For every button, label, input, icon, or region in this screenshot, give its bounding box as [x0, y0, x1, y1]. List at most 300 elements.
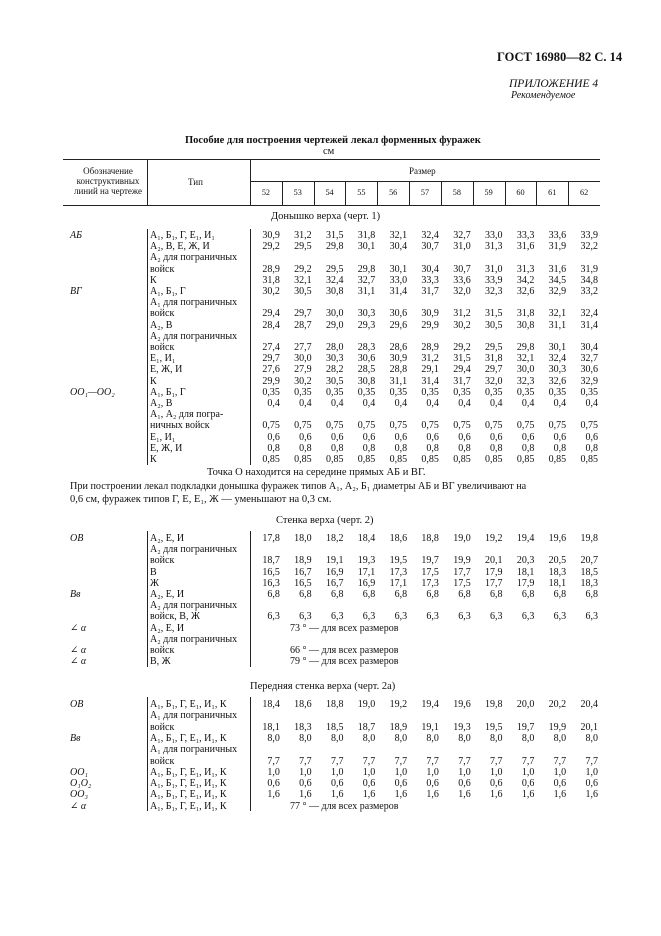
value-cell: 17,8	[262, 533, 280, 544]
value-cell: 29,9	[262, 375, 280, 387]
value-cell: 0,4	[458, 398, 471, 409]
size-column-label: 52	[261, 188, 270, 197]
table-row	[0, 454, 661, 465]
value-cell: 31,8	[485, 353, 503, 365]
type-cell: А₁, А₂ для погра-	[150, 409, 224, 421]
value-cell: 0,6	[394, 778, 408, 790]
value-cell: 0,35	[548, 386, 567, 398]
type-cell: К	[150, 454, 157, 465]
value-cell: 0,75	[389, 420, 408, 432]
value-cell: 19,2	[485, 533, 503, 544]
value-cell: 32,4	[580, 308, 598, 320]
table-row	[0, 241, 661, 252]
size-column-label: 53	[293, 188, 302, 197]
value-cell: 18,5	[580, 566, 598, 578]
value-cell: 6,3	[458, 611, 471, 623]
value-cell: 7,7	[267, 755, 280, 767]
table-row	[0, 342, 661, 353]
table-header-bottom-rule	[63, 205, 600, 206]
designation-cell: ОО₁—ОО₂	[70, 386, 115, 398]
value-cell: 0,4	[585, 398, 598, 409]
value-cell: 0,6	[490, 431, 503, 443]
size-column-label: 58	[452, 188, 461, 197]
value-cell: 1,6	[490, 789, 503, 801]
value-cell: 1,6	[362, 789, 376, 801]
size-column-label: 55	[357, 188, 366, 197]
table-row	[0, 699, 661, 710]
value-cell: 20,4	[580, 699, 598, 710]
value-cell: 7,7	[490, 755, 503, 767]
value-cell: 19,7	[421, 555, 439, 567]
value-cell: 6,8	[362, 589, 376, 600]
value-cell: 0,6	[362, 431, 376, 443]
value-cell: 6,3	[490, 611, 503, 623]
type-cell: А₂, В	[150, 319, 173, 331]
value-cell: 29,7	[262, 353, 280, 365]
value-cell: 8,0	[362, 732, 376, 744]
value-cell: 31,1	[548, 319, 567, 331]
value-cell: 8,0	[267, 732, 280, 744]
value-cell: 0,4	[521, 398, 535, 409]
type-cell: А₁, Б₁, Г	[150, 286, 186, 297]
value-cell: 32,1	[389, 230, 408, 241]
value-cell: 32,0	[485, 375, 503, 387]
value-cell: 31,3	[516, 263, 535, 275]
value-cell: 6,8	[458, 589, 471, 600]
value-cell: 18,7	[262, 555, 280, 567]
value-cell: 30,6	[580, 364, 598, 376]
table-row	[0, 297, 661, 308]
value-cell: 0,6	[553, 778, 567, 790]
value-cell: 30,5	[485, 319, 503, 331]
type-cell: А₂, Е, И	[150, 622, 185, 634]
value-cell: 18,4	[262, 699, 280, 710]
type-cell: А₁, Б₁, Г, Е₁, И₁, К	[150, 766, 227, 778]
type-cell: войск	[150, 342, 175, 353]
value-cell: 34,5	[548, 274, 567, 286]
value-cell: 6,8	[330, 589, 344, 600]
value-cell: 32,4	[325, 274, 344, 286]
value-cell: 6,3	[585, 611, 598, 623]
table-row	[0, 252, 661, 263]
value-cell: 7,7	[585, 755, 598, 767]
table-row	[0, 645, 661, 656]
value-cell: 0,85	[325, 454, 344, 465]
value-cell: 32,3	[516, 375, 535, 387]
value-cell: 18,3	[580, 577, 598, 589]
type-cell: войск	[150, 263, 175, 275]
value-cell: 31,7	[453, 375, 471, 387]
value-cell: 19,3	[357, 555, 376, 567]
section-title: Донышко верха (черт. 1)	[271, 211, 381, 222]
value-cell: 28,4	[262, 319, 280, 331]
value-cell: 19,0	[453, 533, 471, 544]
value-cell: 29,7	[485, 364, 503, 376]
value-cell: 30,6	[357, 353, 376, 365]
value-cell: 31,2	[421, 353, 439, 365]
value-cell: 30,5	[294, 286, 312, 297]
table-row	[0, 275, 661, 286]
value-cell: 1,6	[585, 789, 598, 801]
value-cell: 0,85	[262, 454, 280, 465]
table-row	[0, 308, 661, 319]
value-cell: 30,9	[389, 353, 408, 365]
value-cell: 0,35	[294, 386, 312, 398]
value-cell: 19,1	[421, 721, 439, 733]
value-cell: 1,0	[585, 766, 598, 778]
value-cell: 19,9	[548, 721, 567, 733]
value-cell: 19,2	[389, 699, 408, 710]
value-cell: 20,1	[485, 555, 503, 567]
value-cell: 0,85	[485, 454, 503, 465]
value-cell: 6,3	[362, 611, 376, 623]
value-cell: 28,9	[262, 263, 280, 275]
document-header: ГОСТ 16980—82 С. 14	[497, 50, 623, 64]
all-sizes-cell: 77 ° — для всех размеров	[290, 800, 399, 812]
type-cell: А₁, Б₁, Г, Е₁, И₁, К	[150, 789, 227, 801]
value-cell: 29,2	[453, 342, 471, 353]
value-cell: 0,35	[516, 386, 535, 398]
type-cell: войск	[150, 645, 175, 656]
value-cell: 0,6	[553, 431, 567, 443]
value-cell: 7,7	[362, 755, 376, 767]
value-cell: 6,3	[267, 611, 280, 623]
type-cell: В, Ж	[150, 656, 171, 668]
value-cell: 31,6	[516, 241, 535, 253]
value-cell: 0,8	[585, 442, 598, 454]
type-cell: войск, В, Ж	[150, 611, 200, 623]
type-cell: А₂, Е, И	[150, 533, 185, 544]
value-cell: 31,8	[357, 230, 376, 241]
size-column-label: 57	[420, 188, 430, 197]
value-cell: 7,7	[553, 755, 567, 767]
value-cell: 6,3	[330, 611, 344, 623]
type-cell: А₁, Б₁, Г, Е₁, И₁, К	[150, 800, 227, 812]
value-cell: 29,3	[357, 319, 376, 331]
value-cell: 29,4	[262, 308, 280, 320]
type-cell: А₂ для пограничных	[150, 633, 238, 645]
value-cell: 17,3	[421, 577, 439, 589]
value-cell: 19,6	[453, 699, 471, 710]
value-cell: 18,9	[389, 721, 408, 733]
value-cell: 1,6	[330, 789, 344, 801]
value-cell: 30,2	[453, 319, 471, 331]
value-cell: 0,6	[585, 431, 598, 443]
value-cell: 32,7	[453, 230, 471, 241]
value-cell: 30,4	[389, 241, 408, 253]
value-cell: 33,6	[453, 274, 471, 286]
value-cell: 6,8	[490, 589, 503, 600]
value-cell: 30,1	[548, 342, 567, 353]
section-title: Передняя стенка верха (черт. 2а)	[250, 681, 396, 692]
value-cell: 6,3	[553, 611, 567, 623]
type-cell: А₂ для пограничных	[150, 252, 238, 264]
size-column-label: 61	[548, 188, 557, 197]
value-cell: 0,4	[299, 398, 312, 409]
value-cell: 18,1	[262, 721, 280, 733]
type-cell: А₂, В	[150, 398, 173, 409]
value-cell: 29,8	[357, 263, 376, 275]
value-cell: 30,5	[325, 375, 344, 387]
size-column-label: 54	[325, 188, 334, 197]
value-cell: 0,8	[521, 442, 535, 454]
type-cell: Е₁, И₁	[150, 431, 176, 443]
value-cell: 28,5	[357, 364, 376, 376]
value-cell: 31,4	[580, 319, 598, 331]
value-cell: 28,9	[421, 342, 439, 353]
value-cell: 1,0	[426, 766, 439, 778]
value-cell: 30,9	[421, 308, 439, 320]
value-cell: 0,75	[357, 420, 376, 432]
type-cell: А₁, Б₁, Г, Е₁, И₁, К	[150, 778, 227, 790]
size-column-label: 56	[389, 188, 398, 197]
value-cell: 1,6	[521, 789, 535, 801]
value-cell: 30,3	[357, 308, 376, 320]
type-cell: Е₁, И₁	[150, 353, 176, 365]
all-sizes-cell: 66 ° — для всех размеров	[290, 645, 399, 656]
table-row	[0, 533, 661, 544]
table-row	[0, 230, 661, 241]
value-cell: 31,4	[389, 286, 408, 297]
table-row	[0, 286, 661, 297]
value-cell: 6,3	[394, 611, 408, 623]
value-cell: 19,8	[485, 699, 503, 710]
value-cell: 16,7	[294, 566, 312, 578]
table-row	[0, 387, 661, 398]
size-header: Размер	[409, 166, 436, 176]
value-cell: 16,9	[357, 577, 376, 589]
value-cell: 32,6	[516, 286, 535, 297]
table-row	[0, 600, 661, 611]
value-cell: 30,2	[294, 375, 312, 387]
value-cell: 0,75	[548, 420, 567, 432]
value-cell: 32,2	[580, 241, 598, 253]
value-cell: 31,9	[548, 241, 567, 253]
value-cell: 31,3	[485, 241, 503, 253]
value-cell: 0,35	[453, 386, 471, 398]
all-sizes-cell: 73 ° — для всех размеров	[290, 622, 399, 634]
value-cell: 0,35	[580, 386, 598, 398]
value-cell: 0,8	[426, 442, 439, 454]
value-cell: 0,85	[421, 454, 439, 465]
value-cell: 0,75	[453, 420, 471, 432]
type-cell: ничных войск	[150, 420, 210, 432]
value-cell: 1,0	[267, 766, 280, 778]
value-cell: 17,3	[389, 566, 408, 578]
designation-cell: ∠ α	[70, 645, 87, 656]
value-cell: 0,6	[330, 778, 344, 790]
table-row	[0, 656, 661, 667]
value-cell: 30,7	[453, 263, 471, 275]
value-cell: 0,6	[521, 778, 535, 790]
value-cell: 6,3	[521, 611, 535, 623]
value-cell: 1,0	[553, 766, 567, 778]
value-cell: 0,35	[389, 386, 408, 398]
value-cell: 32,9	[580, 375, 598, 387]
section-title: Стенка верха (черт. 2)	[276, 515, 374, 526]
type-cell: В	[150, 566, 157, 578]
value-cell: 19,4	[516, 533, 535, 544]
value-cell: 1,0	[299, 766, 312, 778]
value-cell: 0,8	[394, 442, 408, 454]
value-cell: 8,0	[458, 732, 471, 744]
value-cell: 0,35	[357, 386, 376, 398]
value-cell: 18,6	[389, 533, 408, 544]
value-cell: 31,0	[453, 241, 471, 253]
table-row	[0, 623, 661, 634]
value-cell: 0,4	[394, 398, 408, 409]
value-cell: 28,6	[389, 342, 408, 353]
value-cell: 30,3	[548, 364, 567, 376]
type-cell: Ж	[150, 577, 159, 589]
value-cell: 0,4	[553, 398, 567, 409]
value-cell: 33,0	[389, 274, 408, 286]
value-cell: 1,0	[458, 766, 471, 778]
value-cell: 8,0	[394, 732, 408, 744]
table-col-divider	[147, 159, 148, 205]
table-row	[0, 710, 661, 721]
value-cell: 29,5	[294, 241, 312, 253]
value-cell: 0,8	[490, 442, 503, 454]
value-cell: 31,2	[294, 230, 312, 241]
value-cell: 28,2	[325, 364, 344, 376]
value-cell: 31,2	[453, 308, 471, 320]
designation-header-line: линий на чертеже	[74, 186, 142, 196]
value-cell: 20,0	[516, 699, 535, 710]
value-cell: 27,6	[262, 364, 280, 376]
value-cell: 8,0	[521, 732, 535, 744]
value-cell: 33,9	[580, 230, 598, 241]
value-cell: 8,0	[585, 732, 598, 744]
value-cell: 31,5	[453, 353, 471, 365]
type-header: Тип	[188, 177, 203, 187]
type-cell: А₁ для пограничных	[150, 297, 238, 309]
value-cell: 6,3	[299, 611, 312, 623]
value-cell: 1,0	[490, 766, 503, 778]
value-cell: 0,6	[458, 778, 471, 790]
value-cell: 33,9	[485, 274, 503, 286]
value-cell: 1,6	[426, 789, 439, 801]
value-cell: 7,7	[394, 755, 408, 767]
value-cell: 18,8	[421, 533, 439, 544]
value-cell: 8,0	[330, 732, 344, 744]
all-sizes-cell: 79 ° — для всех размеров	[290, 656, 399, 668]
table-top-rule	[63, 159, 600, 160]
value-cell: 1,6	[553, 789, 567, 801]
value-cell: 0,8	[362, 442, 376, 454]
type-cell: К	[150, 375, 157, 387]
value-cell: 1,6	[394, 789, 408, 801]
value-cell: 0,8	[553, 442, 567, 454]
value-cell: 32,0	[453, 286, 471, 297]
value-cell: 29,4	[453, 364, 471, 376]
table-size-rule	[250, 181, 600, 182]
value-cell: 0,85	[516, 454, 535, 465]
value-cell: 34,8	[580, 274, 598, 286]
value-cell: 0,75	[421, 420, 439, 432]
value-cell: 0,6	[299, 431, 312, 443]
table-row	[0, 744, 661, 755]
value-cell: 19,3	[453, 721, 471, 733]
value-cell: 29,8	[325, 241, 344, 253]
value-cell: 0,4	[330, 398, 344, 409]
value-cell: 33,6	[548, 230, 567, 241]
type-cell: К	[150, 274, 157, 286]
value-cell: 7,7	[458, 755, 471, 767]
value-cell: 29,1	[421, 364, 439, 376]
designation-header-line: конструктивных	[76, 176, 140, 186]
table-row	[0, 364, 661, 375]
value-cell: 0,75	[485, 420, 503, 432]
value-cell: 18,4	[357, 533, 376, 544]
value-cell: 0,6	[330, 431, 344, 443]
value-cell: 0,35	[485, 386, 503, 398]
type-cell: войск	[150, 555, 175, 567]
type-cell: А₁ для пограничных	[150, 744, 238, 756]
value-cell: 0,8	[299, 442, 312, 454]
value-cell: 29,9	[421, 319, 439, 331]
size-column-label: 62	[579, 188, 589, 197]
value-cell: 31,7	[421, 286, 439, 297]
value-cell: 20,1	[580, 721, 598, 733]
value-cell: 30,2	[262, 286, 280, 297]
value-cell: 18,3	[294, 721, 312, 733]
value-cell: 32,1	[516, 353, 535, 365]
table-row	[0, 722, 661, 733]
value-cell: 0,35	[421, 386, 439, 398]
value-cell: 8,0	[426, 732, 439, 744]
designation-cell: ВГ	[70, 286, 82, 297]
value-cell: 18,0	[294, 533, 312, 544]
table-row	[0, 398, 661, 409]
value-cell: 18,8	[325, 699, 344, 710]
value-cell: 0,6	[394, 431, 408, 443]
value-cell: 30,8	[516, 319, 535, 331]
value-cell: 6,8	[267, 589, 280, 600]
value-cell: 29,5	[325, 263, 344, 275]
value-cell: 0,35	[262, 386, 280, 398]
value-cell: 18,6	[294, 699, 312, 710]
value-cell: 19,9	[453, 555, 471, 567]
value-cell: 0,75	[580, 420, 598, 432]
value-cell: 7,7	[299, 755, 312, 767]
value-cell: 17,5	[453, 577, 471, 589]
value-cell: 31,8	[516, 308, 535, 320]
value-cell: 20,7	[580, 555, 598, 567]
value-cell: 18,1	[516, 566, 535, 578]
value-cell: 31,5	[485, 308, 503, 320]
value-cell: 32,9	[548, 286, 567, 297]
value-cell: 30,8	[357, 375, 376, 387]
value-cell: 32,6	[548, 375, 567, 387]
table-row	[0, 733, 661, 744]
type-cell: Е, Ж, И	[150, 442, 183, 454]
value-cell: 30,7	[421, 241, 439, 253]
value-cell: 17,7	[485, 577, 503, 589]
value-cell: 16,5	[294, 577, 312, 589]
value-cell: 8,0	[299, 732, 312, 744]
table-row	[0, 801, 661, 812]
value-cell: 0,8	[330, 442, 344, 454]
value-cell: 17,1	[357, 566, 376, 578]
appendix-subtitle: Рекомендуемое	[511, 90, 576, 101]
table-row	[0, 589, 661, 600]
table-unit: см	[323, 146, 335, 157]
value-cell: 28,0	[325, 342, 344, 353]
value-cell: 17,5	[421, 566, 439, 578]
table-row	[0, 578, 661, 589]
value-cell: 31,6	[548, 263, 567, 275]
